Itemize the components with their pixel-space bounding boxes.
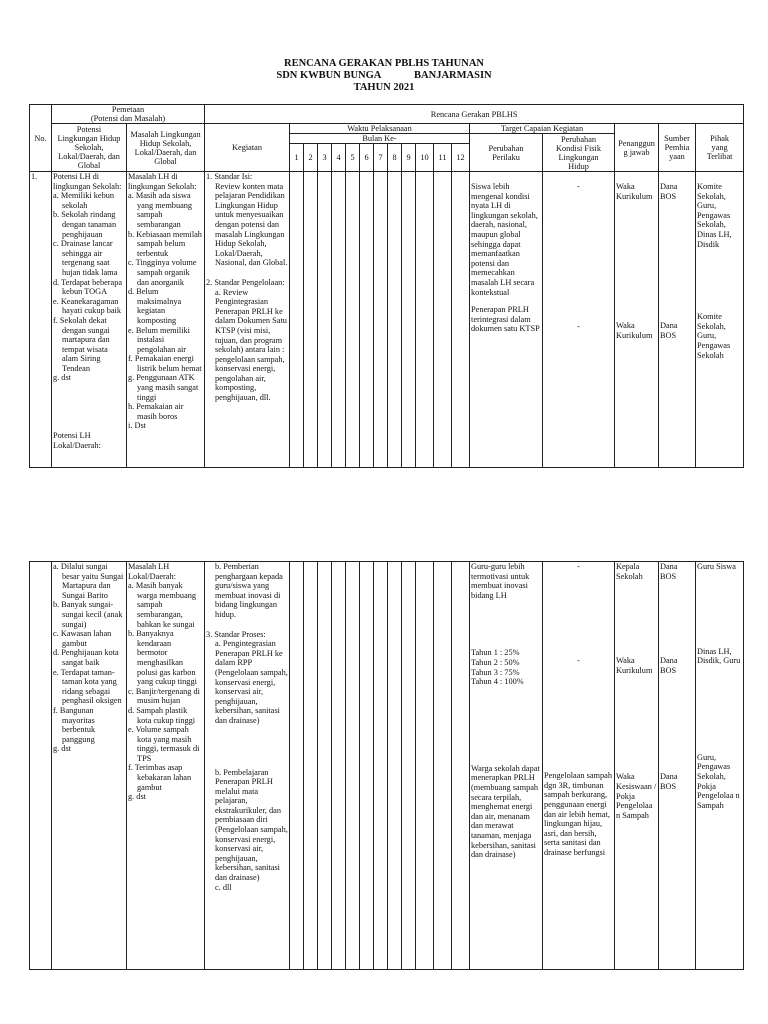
list-item: b. Kebiasaan memilah sampah belum terbentuk: [128, 229, 202, 258]
list-item: f. Sekolah dekat dengan sungai martapura dan tempat wisata alam Siring Tendean: [53, 315, 110, 373]
list-item: a. Dilalui sungai besar yaitu Sungai Martapura dan Sungai Barito: [53, 562, 124, 600]
list-item: f. Pemakaian energi listrik belum hemat: [128, 354, 202, 373]
kegiatan-standar-pengelolaan-body: a. Review Pengintegrasian Penerapan PRLH ke dalam Dokumen Satu KTSP (visi misi, tujuan, dan program sekolah) antara lain : pengelolaan sampah, konservasi energi, pengolahan air, komposting, penghijauan, dll.: [215, 287, 287, 403]
table-page-2: [29, 561, 744, 970]
list-item: a. Memiliki kebun sekolah: [53, 191, 115, 210]
list-item: a. Masih banyak warga membuang sampah sembarangan, bahkan ke sungai: [128, 581, 197, 629]
kegiatan-standar-proses-title: 3. Standar Proses:: [206, 629, 266, 639]
kegiatan-standar-proses-b: b. Pembelajaran Penerapan PRLH melalui mata pelajaran, ekstrakurikuler, dan pembiasaan diri (Pengelolaan sampah, konservasi energi, konservasi air, penghijauan, kebersihan, sanitasi dan drainase): [215, 767, 288, 883]
list-item: e. Volume sampah kota yang masih tinggi, termasuk di TPS: [128, 725, 200, 763]
kegiatan-standar-pengelolaan-title: 2. Standar Pengelolaan:: [206, 277, 285, 287]
list-item: d. Belum maksimalnya kegiatan komposting: [128, 287, 182, 325]
list-item: c. Banjir/tergenang di musim hujan: [128, 686, 200, 706]
header-pemetaan: Pemetaan (Potensi dan Masalah): [52, 105, 205, 124]
pj-cell-2: [615, 562, 659, 970]
pihak-row-2: Komite Sekolah, Guru, Pengawas Sekolah: [697, 312, 731, 360]
perilaku-row-2: Penerapan PRLH terintegrasi dalam dokumen satu KTSP: [471, 305, 540, 334]
list-item: c. Kawasan lahan gambut: [53, 629, 112, 648]
month-4: 4: [332, 144, 346, 172]
perilaku-row-5: Warga sekolah dapat menerapkan PRLH (membuang sampah secara terpilah, menghemat energi dan air, menanam dan merawat tanaman, menjaga kebersihan, sanitasi dan drainase): [471, 763, 540, 860]
month-12: 12: [452, 144, 470, 172]
kegiatan-cell: [205, 172, 290, 468]
list-item: c. Tingginya volume sampah organik dan anorganik: [128, 258, 197, 287]
fisik-cell: [543, 172, 615, 468]
month-3: 3: [318, 144, 332, 172]
row-number: 1.: [30, 172, 52, 468]
header-masalah: Masalah Lingkungan Hidup Sekolah, Lokal/Daerah, dan Global: [127, 124, 205, 172]
masalah-lokal-list: [128, 581, 203, 802]
list-item: d. Penghijauan kota sangat baik: [53, 648, 119, 667]
masalah-lokal-cell: [127, 562, 205, 970]
month-11: 11: [434, 144, 452, 172]
kegiatan-standar-isi-body: Review konten mata pelajaran Pendidikan Lingkungan Hidup untuk menyesuaikan dengan potensi dan masalah Lingkungan Hidup Sekolah, Lokal/Daerah, Nasional, dan Global.: [215, 181, 288, 268]
list-item: e. Terdapat taman-taman kota yang ridang sebagai penghasil oksigen: [53, 667, 122, 706]
month-7: 7: [374, 144, 388, 172]
kegiatan-standar-proses-a: a. Pengintegrasian Penerapan PRLH ke dalam RPP (Pengelolaan sampah, konservasi energi, konservasi air, penghijauan, kebersihan, sanitasi dan drainase): [215, 639, 288, 725]
header-kegiatan: Kegiatan: [205, 124, 290, 172]
perilaku-row-4: Tahun 1 : 25% Tahun 2 : 50% Tahun 3 : 75% Tahun 4 : 100%: [471, 648, 524, 687]
kegiatan-penghargaan: b. Pemberian penghargaan kepada guru/siswa yang membuat inovasi di bidang lingkungan hidup.: [215, 562, 283, 619]
pihak-row-4: Dinas LH, Disdik, Guru: [697, 646, 741, 666]
header-target: Target Capaian Kegiatan: [470, 124, 615, 134]
list-item: d. Sampah plastik kota cukup tinggi: [128, 705, 196, 725]
fisik-row-1: -: [577, 182, 580, 191]
header-no: No.: [30, 105, 52, 172]
potensi-lokal-heading: Potensi LH Lokal/Daerah:: [53, 431, 101, 450]
pihak-row-1: Komite Sekolah, Guru, Pengawas Sekolah, Dinas LH, Disdik: [697, 182, 732, 249]
list-item: a. Masih ada siswa yang membuang sampah sembarangan: [128, 191, 193, 229]
masalah-list: [128, 191, 203, 431]
list-item: f. Terimbas asap kebakaran lahan gambut: [128, 763, 192, 792]
perilaku-cell-2: [470, 562, 543, 970]
header-perubahan-fisik: Perubahan Kondisi Fisik Lingkungan Hidup: [543, 134, 615, 172]
kegiatan-standar-isi-title: 1. Standar Isi:: [206, 172, 253, 181]
header-waktu: Waktu Pelaksanaan: [290, 124, 470, 134]
sumber-cell: [659, 172, 696, 468]
list-item: h. Pemakaian air masih boros: [128, 402, 184, 421]
sumber-row-1: Dana BOS: [660, 182, 678, 201]
fisik-cell-2: [543, 562, 615, 970]
fisik-row-5: Pengelolaan sampah dgn 3R, timbunan sampah berkurang, penggunaan energi dan air lebih hemat, lingkungan hijau, asri, dan bersih, serta sanitasi dan drainase berfungsi: [544, 771, 612, 857]
sumber-cell-2: [659, 562, 696, 970]
sumber-row-2: Dana BOS: [660, 321, 678, 340]
list-item: g. dst: [53, 373, 71, 383]
list-item: e. Belum memiliki instalasi pengolahan air: [128, 325, 190, 354]
month-5: 5: [346, 144, 360, 172]
list-item: c. Drainase lancar sehingga air tergenang saat hujan tidak lama: [53, 239, 118, 277]
sumber-row-5: Dana BOS: [660, 772, 678, 791]
sumber-row-3: Dana BOS: [660, 562, 678, 581]
pihak-cell-2: [696, 562, 744, 970]
header-pihak: Pihak yang Terlibat: [696, 124, 744, 172]
title-line-3: TAHUN 2021: [353, 82, 415, 93]
list-item: d. Terdapat beberapa kebun TOGA: [53, 277, 123, 297]
perilaku-row-3: Guru-guru lebih termotivasi untuk membuat inovasi bidang LH: [471, 562, 530, 600]
pihak-cell: [696, 172, 744, 468]
pj-row-5: Waka Kesiswaan / Pokja Pengelolaa n Sampah: [616, 772, 657, 820]
header-rencana: Rencana Gerakan PBLHS: [205, 105, 744, 124]
perilaku-cell: [470, 172, 543, 468]
title-line-1: RENCANA GERAKAN PBLHS TAHUNAN: [283, 58, 484, 69]
school-name: SDN KWBUN BUNGA: [276, 70, 381, 81]
title-line-2: [0, 70, 768, 82]
month-9: 9: [402, 144, 416, 172]
header-potensi: Potensi Lingkungan Hidup Sekolah, Lokal/Daerah, dan Global: [52, 124, 127, 172]
table-page-1: [29, 104, 744, 468]
masalah-cell: [127, 172, 205, 468]
month-2: 2: [304, 144, 318, 172]
pj-row-4: Waka Kurikulum: [616, 656, 653, 675]
list-item: b. Banyak sungai-sungai kecil (anak sungai): [53, 600, 123, 629]
month-1: 1: [290, 144, 304, 172]
header-perubahan-perilaku: Perubahan Perilaku: [470, 134, 543, 172]
fisik-row-4: -: [577, 655, 580, 665]
header-bulan: Bulan Ke-: [290, 134, 470, 144]
list-item: e. Keanekaragaman hayati cukup baik: [53, 296, 121, 316]
pihak-row-5: Guru, Pengawas Sekolah, Pokja Pengelolaa n Sampah: [697, 752, 740, 810]
potensi-lokal-list: [53, 562, 125, 754]
potensi-list: [53, 191, 125, 383]
list-item: b. Banyaknya kendaraan bermotor menghasilkan polusi gas karbon yang cukup tinggi: [128, 629, 197, 687]
list-item: g. dst: [128, 792, 146, 802]
pj-row-1: Waka Kurikulum: [616, 182, 653, 201]
kegiatan-cell-2: [205, 562, 290, 970]
potensi-intro: Potensi LH di lingkungan Sekolah:: [53, 172, 122, 191]
pj-row-2: Waka Kurikulum: [616, 321, 653, 340]
list-item: i. Dst: [128, 421, 146, 431]
pj-row-3: Kepala Sekolah: [616, 562, 643, 581]
month-8: 8: [388, 144, 402, 172]
list-item: g. Penggunaan ATK yang masih sangat tinggi: [128, 373, 199, 402]
masalah-intro: Masalah LH di lingkungan Sekolah:: [128, 172, 197, 191]
masalah-lokal-intro: Masalah LH Lokal/Daerah:: [128, 562, 176, 581]
month-6: 6: [360, 144, 374, 172]
month-10: 10: [416, 144, 434, 172]
potensi-cell: [52, 172, 127, 468]
pj-cell: [615, 172, 659, 468]
pihak-row-3: Guru Siswa: [697, 562, 736, 571]
kegiatan-standar-proses-c: c. dll: [215, 882, 232, 892]
city-name: BANJARMASIN: [414, 70, 492, 81]
potensi-lokal-cell: [52, 562, 127, 970]
fisik-row-2: -: [577, 321, 580, 331]
header-penanggung-jawab: Penanggun g jawab: [615, 124, 659, 172]
list-item: g. dst: [53, 744, 71, 754]
sumber-row-4: Dana BOS: [660, 656, 678, 675]
list-item: b. Sekolah rindang dengan tanaman penghijauan: [53, 210, 117, 239]
header-sumber: Sumber Pembia yaan: [659, 124, 696, 172]
list-item: f. Bangunan mayoritas berbentuk panggung: [53, 705, 96, 744]
perilaku-row-1: Siswa lebih mengenal kondisi nyata LH di lingkungan sekolah, daerah, nasional, maupun global sehingga dapat memanfaatkan potensi dan memecahkan masalah LH secara kontekstual: [471, 182, 538, 297]
fisik-row-3: -: [577, 562, 580, 571]
